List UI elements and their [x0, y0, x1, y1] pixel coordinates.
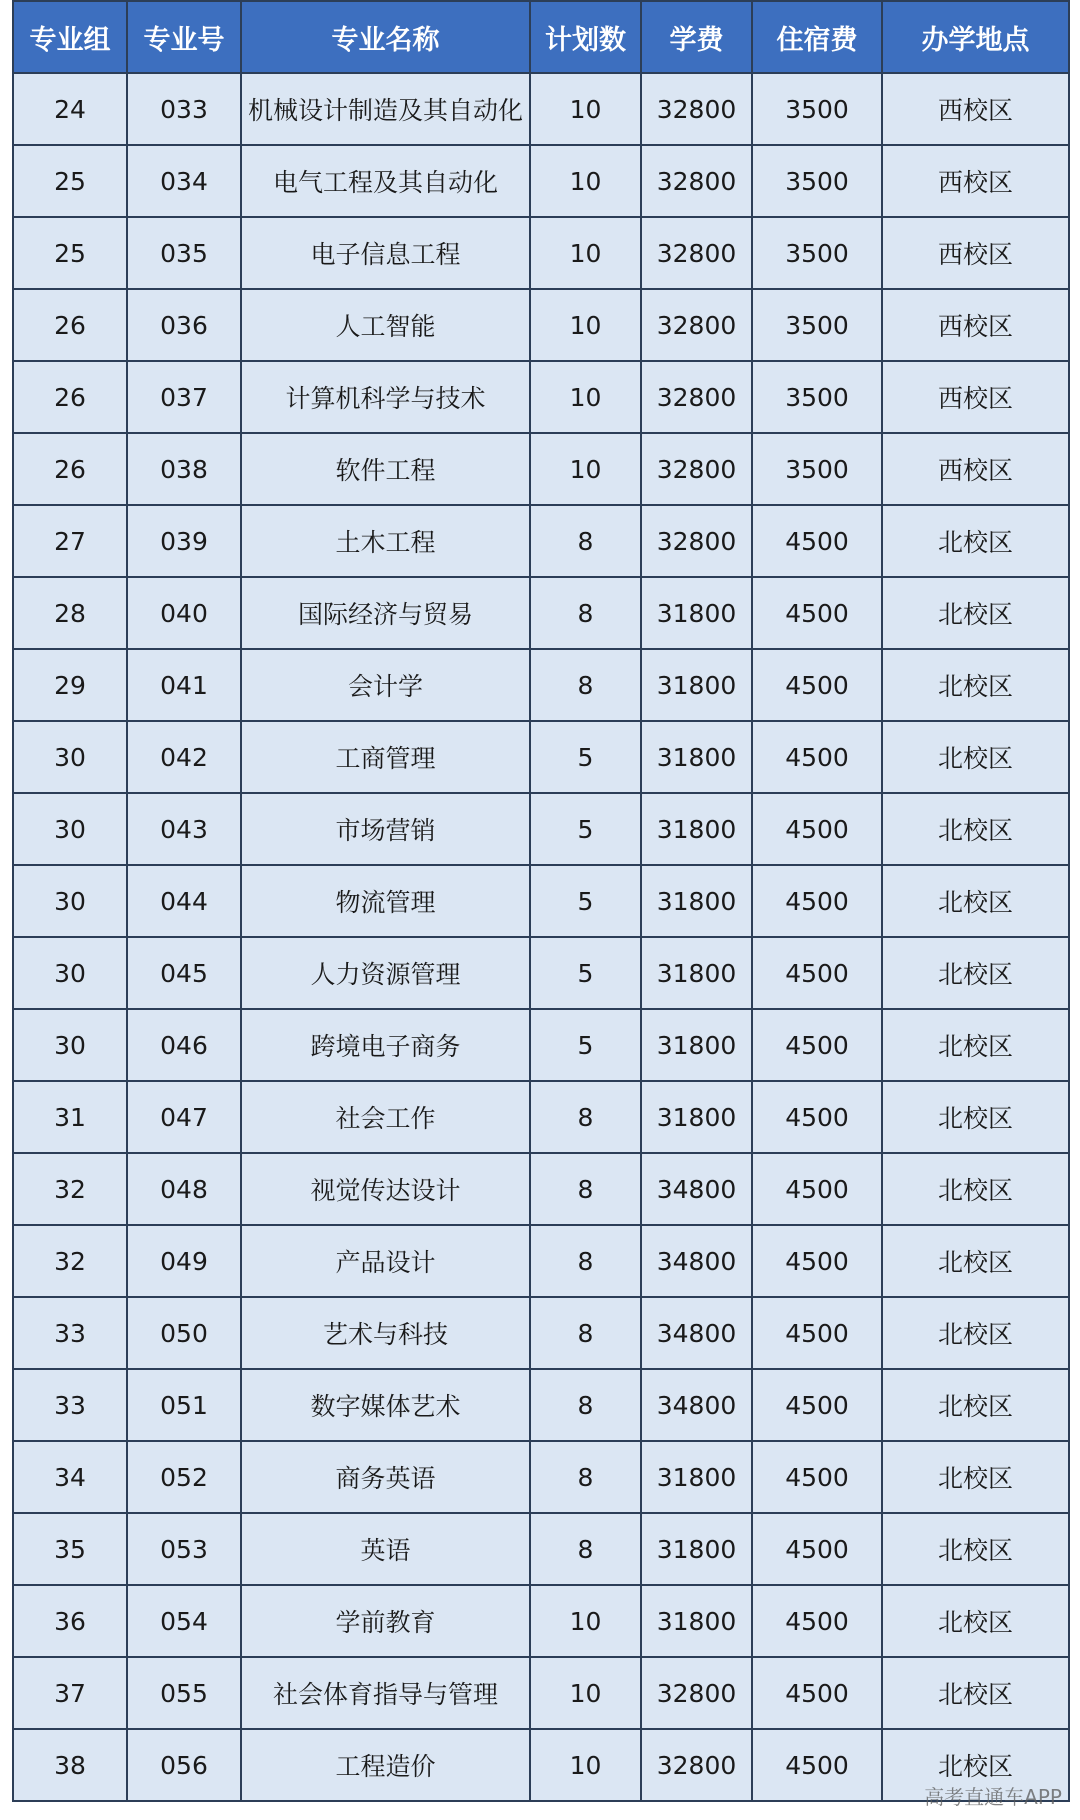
group-cell: 33	[13, 1297, 127, 1369]
dorm-fee-cell: 3500	[752, 145, 882, 217]
tuition-cell: 31800	[641, 649, 752, 721]
tuition-cell: 32800	[641, 505, 752, 577]
major-name-cell: 土木工程	[241, 505, 530, 577]
major-code-cell: 033	[127, 73, 241, 145]
plan-count-cell: 5	[530, 721, 641, 793]
table-row	[13, 577, 1069, 649]
tuition-cell: 32800	[641, 433, 752, 505]
dorm-fee-cell: 4500	[752, 937, 882, 1009]
campus-cell: 西校区	[882, 433, 1069, 505]
plan-count-cell: 8	[530, 1369, 641, 1441]
table-row	[13, 1225, 1069, 1297]
major-code-cell: 043	[127, 793, 241, 865]
campus-cell: 北校区	[882, 1369, 1069, 1441]
table-row	[13, 1729, 1069, 1801]
plan-count-cell: 10	[530, 73, 641, 145]
group-cell: 29	[13, 649, 127, 721]
major-code-cell: 046	[127, 1009, 241, 1081]
campus-cell: 北校区	[882, 1297, 1069, 1369]
dorm-fee-cell: 4500	[752, 1225, 882, 1297]
plan-count-cell: 10	[530, 1729, 641, 1801]
tuition-cell: 31800	[641, 1081, 752, 1153]
major-name-cell: 人力资源管理	[241, 937, 530, 1009]
group-cell: 38	[13, 1729, 127, 1801]
table-row	[13, 505, 1069, 577]
dorm-fee-cell: 4500	[752, 649, 882, 721]
group-cell: 36	[13, 1585, 127, 1657]
group-cell: 32	[13, 1225, 127, 1297]
plan-count-cell: 10	[530, 1585, 641, 1657]
dorm-fee-cell: 4500	[752, 505, 882, 577]
tuition-cell: 31800	[641, 721, 752, 793]
dorm-fee-cell: 4500	[752, 793, 882, 865]
plan-count-cell: 5	[530, 865, 641, 937]
major-code-cell: 035	[127, 217, 241, 289]
campus-cell: 北校区	[882, 1441, 1069, 1513]
plan-count-cell: 8	[530, 505, 641, 577]
table-row	[13, 1081, 1069, 1153]
dorm-fee-cell: 4500	[752, 1153, 882, 1225]
enrollment-table-container	[12, 0, 1068, 1802]
dorm-fee-cell: 4500	[752, 1081, 882, 1153]
plan-count-cell: 5	[530, 1009, 641, 1081]
watermark: 高考直通车APP	[924, 1785, 1062, 1809]
group-cell: 31	[13, 1081, 127, 1153]
campus-cell: 北校区	[882, 1657, 1069, 1729]
dorm-fee-cell: 3500	[752, 73, 882, 145]
table-row	[13, 289, 1069, 361]
tuition-cell: 31800	[641, 1585, 752, 1657]
major-name-cell: 计算机科学与技术	[241, 361, 530, 433]
dorm-fee-cell: 3500	[752, 289, 882, 361]
plan-count-cell: 8	[530, 1297, 641, 1369]
campus-cell: 西校区	[882, 73, 1069, 145]
plan-count-cell: 8	[530, 1153, 641, 1225]
major-code-cell: 044	[127, 865, 241, 937]
major-name-cell: 社会工作	[241, 1081, 530, 1153]
group-cell: 34	[13, 1441, 127, 1513]
major-name-cell: 会计学	[241, 649, 530, 721]
dorm-fee-cell: 3500	[752, 433, 882, 505]
plan-count-header: 计划数	[530, 1, 641, 73]
major-name-cell: 市场营销	[241, 793, 530, 865]
group-cell: 25	[13, 145, 127, 217]
dorm-fee-header: 住宿费	[752, 1, 882, 73]
major-name-header: 专业名称	[241, 1, 530, 73]
major-name-cell: 产品设计	[241, 1225, 530, 1297]
tuition-cell: 31800	[641, 865, 752, 937]
plan-count-cell: 8	[530, 1513, 641, 1585]
tuition-cell: 32800	[641, 145, 752, 217]
table-row	[13, 145, 1069, 217]
major-code-cell: 038	[127, 433, 241, 505]
major-code-cell: 039	[127, 505, 241, 577]
dorm-fee-cell: 4500	[752, 1729, 882, 1801]
plan-count-cell: 8	[530, 577, 641, 649]
campus-cell: 西校区	[882, 145, 1069, 217]
major-code-cell: 042	[127, 721, 241, 793]
campus-cell: 北校区	[882, 649, 1069, 721]
major-code-cell: 056	[127, 1729, 241, 1801]
group-cell: 26	[13, 289, 127, 361]
plan-count-cell: 8	[530, 1081, 641, 1153]
dorm-fee-cell: 3500	[752, 217, 882, 289]
tuition-cell: 32800	[641, 73, 752, 145]
plan-count-cell: 5	[530, 937, 641, 1009]
major-code-cell: 055	[127, 1657, 241, 1729]
major-name-cell: 工商管理	[241, 721, 530, 793]
group-cell: 25	[13, 217, 127, 289]
campus-cell: 北校区	[882, 937, 1069, 1009]
major-code-cell: 047	[127, 1081, 241, 1153]
tuition-cell: 32800	[641, 217, 752, 289]
campus-cell: 北校区	[882, 1009, 1069, 1081]
major-code-cell: 050	[127, 1297, 241, 1369]
campus-cell: 北校区	[882, 1585, 1069, 1657]
plan-count-cell: 10	[530, 145, 641, 217]
dorm-fee-cell: 4500	[752, 1369, 882, 1441]
tuition-cell: 32800	[641, 289, 752, 361]
tuition-cell: 31800	[641, 1441, 752, 1513]
campus-cell: 西校区	[882, 217, 1069, 289]
group-cell: 26	[13, 433, 127, 505]
table-header	[13, 1, 1069, 73]
major-name-cell: 人工智能	[241, 289, 530, 361]
group-cell: 27	[13, 505, 127, 577]
campus-cell: 北校区	[882, 721, 1069, 793]
major-name-cell: 物流管理	[241, 865, 530, 937]
dorm-fee-cell: 4500	[752, 721, 882, 793]
tuition-cell: 31800	[641, 793, 752, 865]
major-code-cell: 037	[127, 361, 241, 433]
major-code-cell: 036	[127, 289, 241, 361]
major-code-cell: 052	[127, 1441, 241, 1513]
enrollment-table	[12, 0, 1070, 1802]
dorm-fee-cell: 4500	[752, 865, 882, 937]
major-name-cell: 机械设计制造及其自动化	[241, 73, 530, 145]
table-row	[13, 433, 1069, 505]
group-cell: 26	[13, 361, 127, 433]
table-row	[13, 793, 1069, 865]
campus-cell: 北校区	[882, 505, 1069, 577]
tuition-header: 学费	[641, 1, 752, 73]
plan-count-cell: 10	[530, 361, 641, 433]
major-code-cell: 041	[127, 649, 241, 721]
campus-cell: 西校区	[882, 361, 1069, 433]
table-row	[13, 217, 1069, 289]
table-row	[13, 1657, 1069, 1729]
major-name-cell: 社会体育指导与管理	[241, 1657, 530, 1729]
campus-header: 办学地点	[882, 1, 1069, 73]
group-cell: 35	[13, 1513, 127, 1585]
major-name-cell: 艺术与科技	[241, 1297, 530, 1369]
plan-count-cell: 10	[530, 1657, 641, 1729]
major-code-cell: 049	[127, 1225, 241, 1297]
tuition-cell: 32800	[641, 361, 752, 433]
group-cell: 37	[13, 1657, 127, 1729]
dorm-fee-cell: 4500	[752, 1009, 882, 1081]
tuition-cell: 31800	[641, 1513, 752, 1585]
table-row	[13, 937, 1069, 1009]
major-name-cell: 英语	[241, 1513, 530, 1585]
dorm-fee-cell: 4500	[752, 577, 882, 649]
dorm-fee-cell: 4500	[752, 1513, 882, 1585]
table-row	[13, 361, 1069, 433]
header-row	[13, 1, 1069, 73]
table-row	[13, 1585, 1069, 1657]
table-body	[13, 73, 1069, 1801]
dorm-fee-cell: 4500	[752, 1297, 882, 1369]
group-cell: 30	[13, 937, 127, 1009]
table-row	[13, 721, 1069, 793]
major-code-cell: 054	[127, 1585, 241, 1657]
plan-count-cell: 5	[530, 793, 641, 865]
tuition-cell: 31800	[641, 937, 752, 1009]
campus-cell: 北校区	[882, 577, 1069, 649]
major-name-cell: 电子信息工程	[241, 217, 530, 289]
table-row	[13, 73, 1069, 145]
campus-cell: 西校区	[882, 289, 1069, 361]
major-name-cell: 商务英语	[241, 1441, 530, 1513]
major-code-cell: 045	[127, 937, 241, 1009]
tuition-cell: 34800	[641, 1153, 752, 1225]
major-name-cell: 跨境电子商务	[241, 1009, 530, 1081]
plan-count-cell: 8	[530, 1441, 641, 1513]
major-name-cell: 电气工程及其自动化	[241, 145, 530, 217]
group-cell: 32	[13, 1153, 127, 1225]
group-cell: 33	[13, 1369, 127, 1441]
group-cell: 28	[13, 577, 127, 649]
major-code-cell: 051	[127, 1369, 241, 1441]
group-cell: 30	[13, 1009, 127, 1081]
major-name-cell: 学前教育	[241, 1585, 530, 1657]
major-code-cell: 048	[127, 1153, 241, 1225]
tuition-cell: 34800	[641, 1297, 752, 1369]
campus-cell: 北校区	[882, 1225, 1069, 1297]
group-cell: 30	[13, 721, 127, 793]
dorm-fee-cell: 4500	[752, 1657, 882, 1729]
tuition-cell: 32800	[641, 1729, 752, 1801]
group-cell: 30	[13, 793, 127, 865]
campus-cell: 北校区	[882, 1081, 1069, 1153]
campus-cell: 北校区	[882, 1729, 1069, 1801]
tuition-cell: 31800	[641, 1009, 752, 1081]
table-row	[13, 1297, 1069, 1369]
major-name-cell: 数字媒体艺术	[241, 1369, 530, 1441]
major-code-cell: 040	[127, 577, 241, 649]
group-cell: 30	[13, 865, 127, 937]
group-cell: 24	[13, 73, 127, 145]
tuition-cell: 32800	[641, 1657, 752, 1729]
table-row	[13, 1513, 1069, 1585]
dorm-fee-cell: 4500	[752, 1441, 882, 1513]
plan-count-cell: 8	[530, 649, 641, 721]
major-code-header: 专业号	[127, 1, 241, 73]
major-name-cell: 视觉传达设计	[241, 1153, 530, 1225]
tuition-cell: 34800	[641, 1225, 752, 1297]
campus-cell: 北校区	[882, 1153, 1069, 1225]
plan-count-cell: 10	[530, 289, 641, 361]
table-row	[13, 1369, 1069, 1441]
campus-cell: 北校区	[882, 1513, 1069, 1585]
plan-count-cell: 10	[530, 433, 641, 505]
table-row	[13, 649, 1069, 721]
plan-count-cell: 10	[530, 217, 641, 289]
major-code-cell: 053	[127, 1513, 241, 1585]
major-name-cell: 国际经济与贸易	[241, 577, 530, 649]
tuition-cell: 34800	[641, 1369, 752, 1441]
table-row	[13, 1009, 1069, 1081]
dorm-fee-cell: 3500	[752, 361, 882, 433]
campus-cell: 北校区	[882, 865, 1069, 937]
campus-cell: 北校区	[882, 793, 1069, 865]
table-row	[13, 1153, 1069, 1225]
plan-count-cell: 8	[530, 1225, 641, 1297]
major-name-cell: 软件工程	[241, 433, 530, 505]
tuition-cell: 31800	[641, 577, 752, 649]
dorm-fee-cell: 4500	[752, 1585, 882, 1657]
major-name-cell: 工程造价	[241, 1729, 530, 1801]
major-code-cell: 034	[127, 145, 241, 217]
group-header: 专业组	[13, 1, 127, 73]
table-row	[13, 865, 1069, 937]
table-row	[13, 1441, 1069, 1513]
